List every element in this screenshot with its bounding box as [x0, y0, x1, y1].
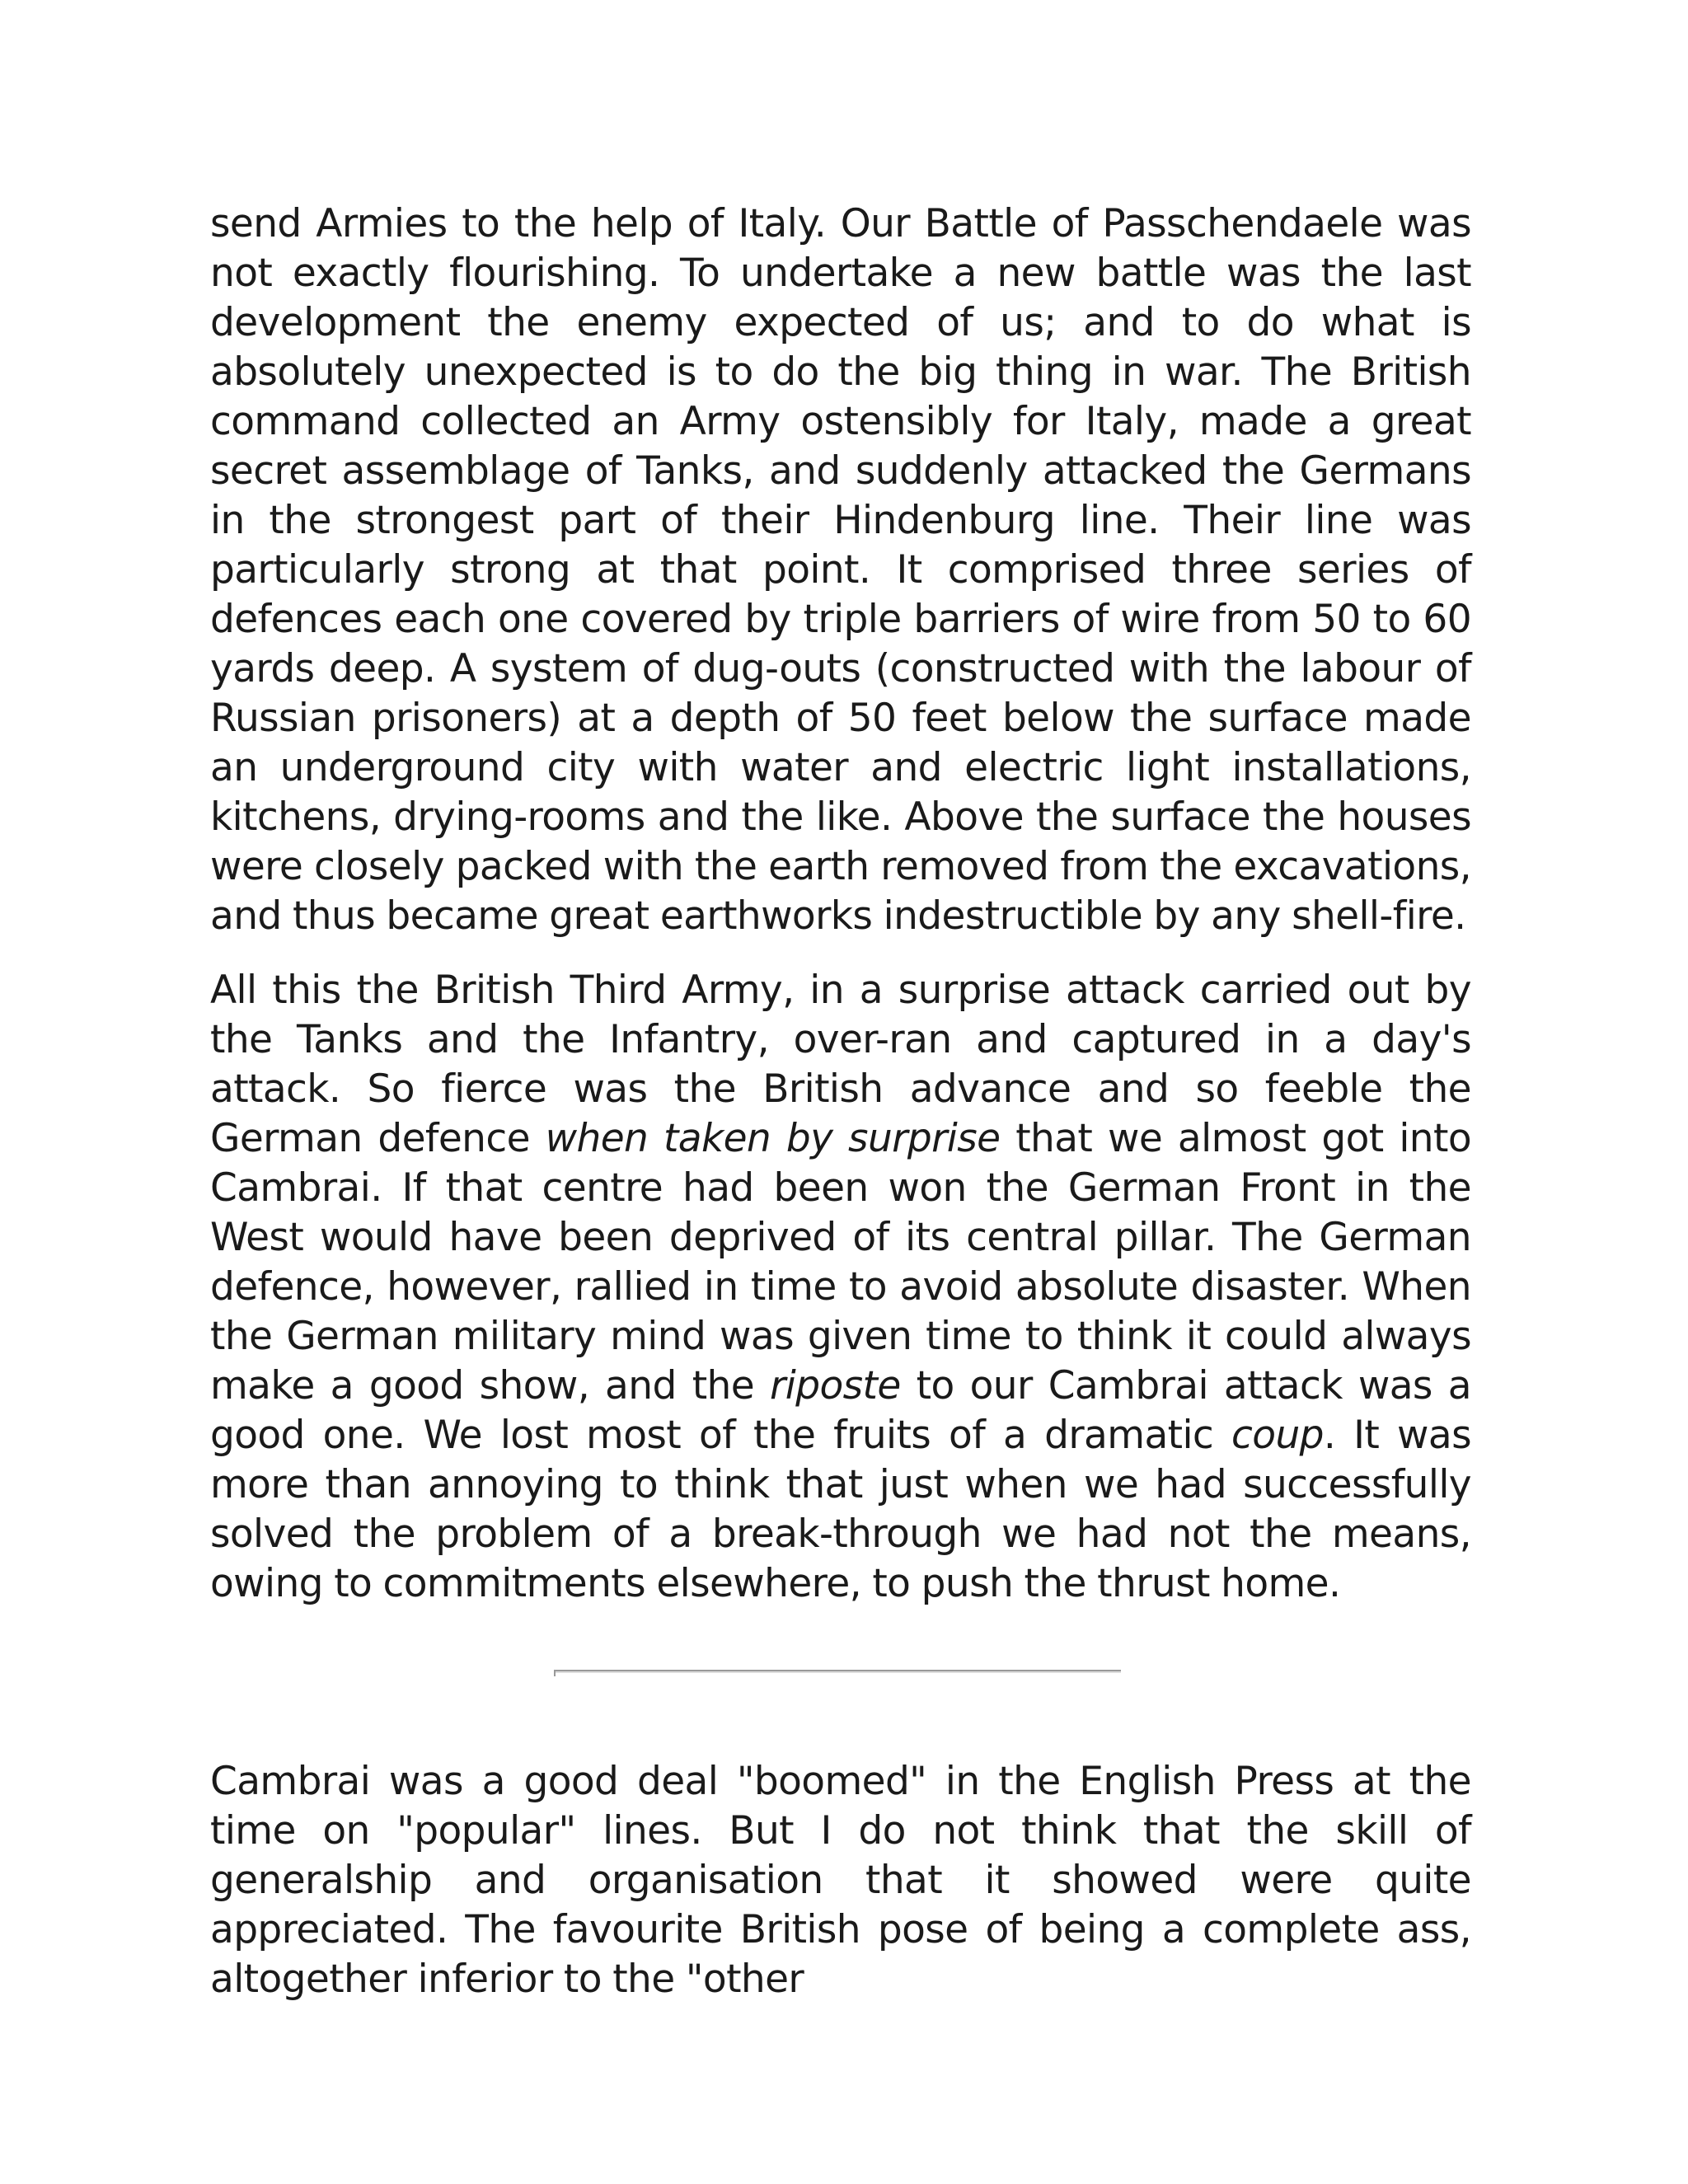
horizontal-rule — [554, 1670, 1121, 1673]
section-divider-area — [210, 1609, 1471, 1757]
text-run: Cambrai was a good deal "boomed" in the English Press at the time on "popular" lines. But I do not think that the skill of generalship and organisation that it showed were quite appreciated. The favourite British pose of being a complete ass, altogether inferior to the "other — [210, 1759, 1471, 2002]
paragraph-2 — [210, 966, 1471, 1609]
text-run: . It was more than annoying to think that just when we had successfully solved the problem of a break-through we had not the means, owing to commitments elsewhere, to push the thrust home. — [210, 1413, 1471, 1606]
italic-text: riposte — [770, 1363, 901, 1408]
italic-text: coup — [1231, 1413, 1324, 1458]
italic-text: when taken by surprise — [545, 1116, 1001, 1161]
text-run: that we almost got into Cambrai. If that centre had been won the German Front in the West would have been deprived of its central pillar. The German defence, however, rallied in time to avoid absolute disaster. When the German military mind was given time to think it could always make a good show, and the — [210, 1116, 1471, 1408]
paragraph-3 — [210, 1757, 1471, 2004]
text-run: to our Cambrai attack was a good one. We lost most of the fruits of a dramatic — [210, 1363, 1471, 1458]
paragraph-1 — [210, 199, 1471, 941]
document-page — [210, 199, 1471, 2004]
text-run: send Armies to the help of Italy. Our Battle of Passchendaele was not exactly flourishing. To undertake a new battle was the last development the enemy expected of us; and to do what is absolutely unexpected is to do the big thing in war. The British command collected an Army ostensibly for Italy, made a great secret assemblage of Tanks, and suddenly attacked the Germans in the strongest part of their Hindenburg line. Their line was particularly strong at that point. It comprised three series of defences each one covered by triple barriers of wire from 50 to 60 yards deep. A system of dug-outs (constructed with the labour of Russian prisoners) at a depth of 50 feet below the surface made an underground city with water and electric light installations, kitchens, drying-rooms and the like. Above the surface the houses were closely packed with the earth removed from the excavations, and thus became great earthworks indestructible by any shell-fire. — [210, 201, 1471, 939]
text-run: All this the British Third Army, in a surprise attack carried out by the Tanks and the Infantry, over-ran and captured in a day's attack. So fierce was the British advance and so feeble the German defence — [210, 968, 1471, 1161]
